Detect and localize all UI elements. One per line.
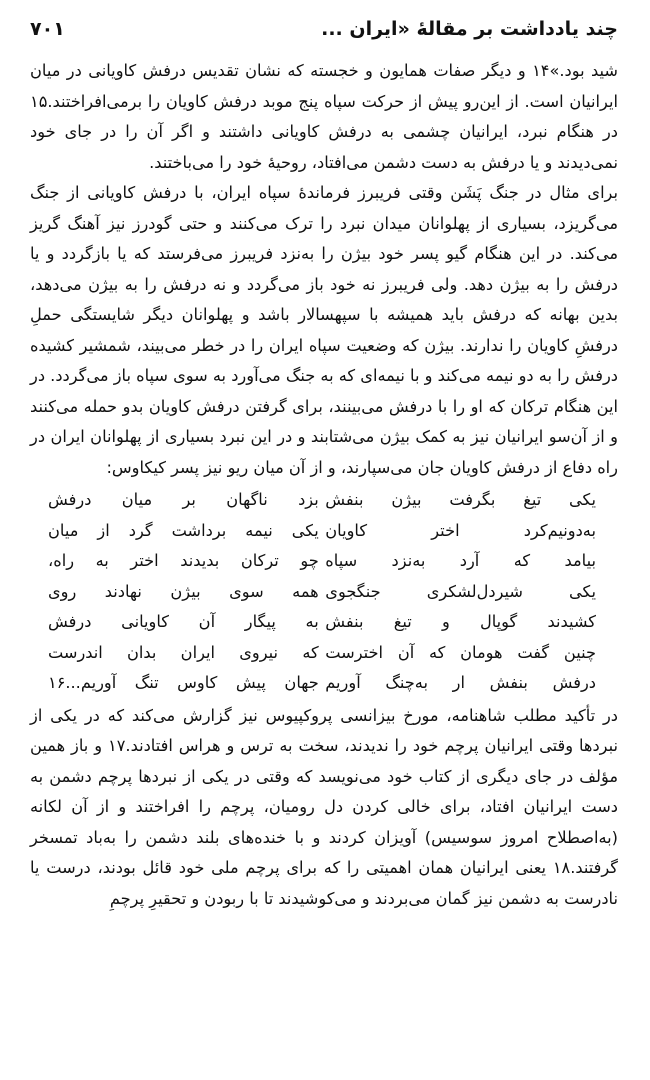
verse-hemistich-left: همه سوی بیژن نهادند روی xyxy=(48,581,319,601)
page-header xyxy=(30,18,618,52)
paragraph: برای مثال در جنگ پَشَن وقتی فریبرز فرماندهٔ سپاه ایران، با درفش کاویانی از جنگ می‌گریزد، بسیاری از پهلوانان میدان نبرد را ترک می‌کنند و حتی گودرز نیز آهنگ گریز می‌کند. در این هنگام گیو پسر خود بیژن را به‌نزد فریبرز می‌فرستد که یا بازگردد و یا درفش را به بیژن دهد. ولی فریبرز نه خود باز می‌گردد و نه درفش را به بیژن می‌دهد، بدین بهانه که درفش باید همیشه با سپهسالار باشد و پهلوانان دیگر شایستگی حملِ درفشِ کاویان را ندارند. بیژن که وضعیت سپاه ایران را در خطر می‌بیند، شمشیر کشیده درفش را به دو نیمه می‌کند و با نیمه‌ای که به جنگ می‌آورد به سوی سپاه باز می‌گردد. در این هنگام ترکان که او را با درفش می‌بینند، برای گرفتن درفش کاویان بدو حمله می‌کنند و از آن‌سو ایرانیان نیز به کمک بیژن می‌شتابند و در این نبرد بسیاری از پهلوانان ایران در راه دفاع از درفش کاویان جان می‌سپارند، و از آن میان ریو نیز پسر کیکاوس: xyxy=(30,183,618,477)
page-number: ۷۰۱ xyxy=(30,18,65,40)
verse-hemistich-left: که نیروی ایران بدان اندرست xyxy=(48,642,319,662)
verse-hemistich-right: به‌دونیم‌کرد اختر کاویان xyxy=(325,520,596,540)
verse-hemistich-right: چنین گفت هومان که آن اخترست xyxy=(325,642,596,662)
verse-hemistich-left: یکی نیمه برداشت گرد از میان xyxy=(48,520,319,540)
verse-hemistich-left: به پیگار آن کاویانی درفش xyxy=(48,612,319,631)
paragraph: در تأکید مطلب شاهنامه، مورخ بیزانسی پروکپیوس نیز گزارش می‌کند که در یکی از نبردها وقتی ایرانیان پرچم خود را ندیدند، سخت به ترس و هراس افتادند.۱۷ و باز همین مؤلف در جای دیگری از کتاب خود می‌نویسد که وقتی در یکی از نبردها پرچم دشمن به دست ایرانیان افتاد، برای خالی کردن دل رومیان، پرچم را افراختند و از آن لکانه (به‌اصطلاح امروز سوسیس) آویزان کردند و با خنده‌های بلند دشمن را به‌باد تمسخر گرفتند.۱۸ یعنی ایرانیان همان اهمیتی را که برای پرچم ملی خود قائل بودند، درست یا نادرست به دشمن نیز گمان می‌بردند و می‌کوشیدند تا با ربودن و تحقیرِ پرچمِ xyxy=(30,705,618,908)
poem-block xyxy=(30,485,618,699)
verse-hemistich-right: درفش بنفش ار به‌چنگ آوریم xyxy=(325,673,596,692)
running-title: چند یادداشت بر مقالهٔ «ایران ... xyxy=(321,18,618,40)
verse-line xyxy=(30,668,618,699)
verse-hemistich-left: جهان پیش کاوس تنگ آوریم...۱۶ xyxy=(48,673,319,692)
paragraph: شید بود.»۱۴ و دیگر صفات همایون و خجسته که نشان تقدیس درفش کاویانی در میان ایرانیان است. از این‌رو پیش از حرکت سپاه پنج موبد درفش کاویان را برمی‌افراختند.۱۵ در هنگام نبرد، ایرانیان چشمی به درفش کاویانی داشتند و اگر آن را در جای خود نمی‌دیدند و یا درفش به دست دشمن می‌افتاد، روحیهٔ خود را می‌باختند. xyxy=(30,61,618,172)
verse-line xyxy=(30,516,618,547)
verse-hemistich-left: بزد ناگهان بر میان درفش xyxy=(48,490,319,509)
verse-hemistich-right: کشیدند گوپال و تیغ بنفش xyxy=(325,612,596,631)
verse-hemistich-left: چو ترکان بدیدند اختر به راه، xyxy=(48,551,319,570)
verse-line xyxy=(30,546,618,577)
body-text-continued xyxy=(30,701,618,915)
body-text xyxy=(30,56,618,483)
verse-line xyxy=(30,577,618,608)
verse-line xyxy=(30,607,618,638)
verse-line xyxy=(30,485,618,516)
verse-hemistich-right: یکی تیغ بگرفت بیژن بنفش xyxy=(325,490,596,509)
verse-hemistich-right: بیامد که آرد به‌نزد سپاه xyxy=(325,551,596,570)
verse-hemistich-right: یکی شیردل‌لشکری جنگجوی xyxy=(325,581,596,601)
verse-line xyxy=(30,638,618,669)
